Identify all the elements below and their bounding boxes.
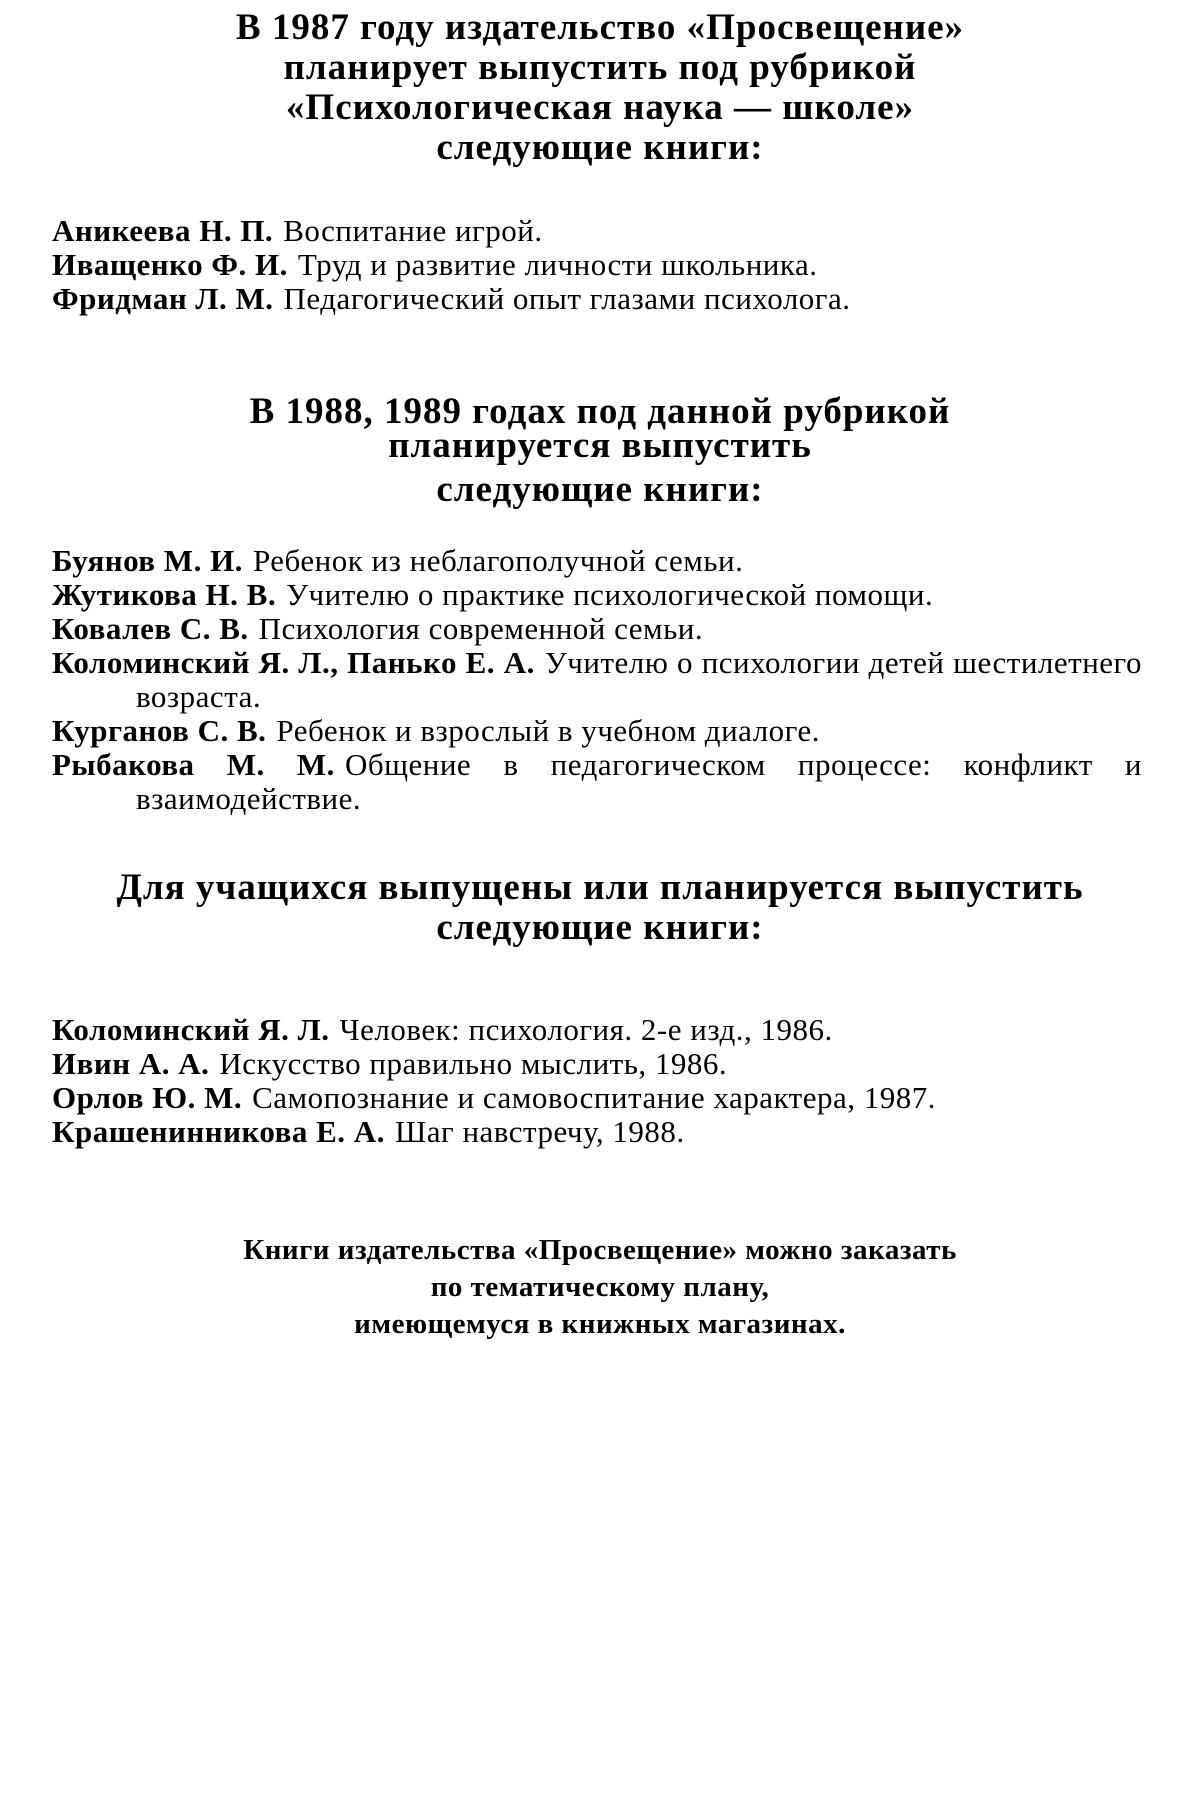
book-title: Психология современной семьи. xyxy=(258,611,704,646)
heading-line: Для учащихся выпущены или планируется выпустить xyxy=(116,867,1084,908)
book-title: Труд и развитие личности школьника. xyxy=(297,247,818,282)
book-author: Буянов М. И. xyxy=(52,543,243,578)
heading-line: планирует выпустить под рубрикой xyxy=(283,47,917,88)
book-title: Ребенок из неблагополучной семьи. xyxy=(252,543,744,578)
book-entry xyxy=(52,1013,1142,1047)
book-entry xyxy=(52,748,1142,816)
book-author: Коломинский Я. Л. xyxy=(52,1012,330,1047)
book-author: Крашенинникова Е. А. xyxy=(52,1114,385,1149)
book-title: Самопознание и самовоспитание характера, 1987. xyxy=(252,1080,936,1115)
heading-line: В 1988, 1989 годах под данной рубрикой xyxy=(249,391,951,432)
book-entry xyxy=(52,578,1142,612)
book-title: Общение в педагогическом процессе: конфликт и взаимодействие. xyxy=(136,747,1142,816)
book-entry xyxy=(52,1115,1142,1149)
book-author: Ивин А. А. xyxy=(52,1046,210,1081)
section-3-heading xyxy=(0,868,1200,948)
notice-line: имеющемуся в книжных магазинах. xyxy=(354,1308,846,1340)
book-author: Жутикова Н. В. xyxy=(52,577,277,612)
heading-line: В 1987 году издательство «Просвещение» xyxy=(235,7,965,48)
heading-line: следующие книги: xyxy=(436,907,764,948)
book-author: Орлов Ю. М. xyxy=(52,1080,243,1115)
ordering-notice xyxy=(0,1232,1200,1343)
section-2-book-list xyxy=(52,544,1142,816)
book-title: Ребенок и взрослый в учебном диалоге. xyxy=(276,713,820,748)
book-entry xyxy=(52,646,1142,714)
book-entry xyxy=(52,714,1142,748)
book-author: Ковалев С. В. xyxy=(52,611,249,646)
heading-line: планируется выпустить xyxy=(388,425,812,466)
notice-line: Книги издательства «Просвещение» можно заказать xyxy=(243,1234,957,1266)
section-3-book-list xyxy=(52,1013,1142,1149)
notice-line: по тематическому плану, xyxy=(430,1271,770,1303)
book-author: Рыбакова М. М. xyxy=(52,747,335,782)
book-entry xyxy=(52,612,1142,646)
book-author: Аникеева Н. П. xyxy=(52,213,274,248)
book-author: Коломинский Я. Л., Панько Е. А. xyxy=(52,645,535,680)
heading-line: следующие книги: xyxy=(436,469,764,510)
book-entry xyxy=(52,214,1142,248)
book-title: Воспитание игрой. xyxy=(283,213,543,248)
book-entry xyxy=(52,544,1142,578)
section-2-heading xyxy=(0,392,1200,510)
book-author: Фридман Л. М. xyxy=(52,281,274,316)
heading-line: следующие книги: xyxy=(436,127,764,168)
book-entry xyxy=(52,1081,1142,1115)
section-1-heading xyxy=(0,8,1200,168)
book-entry xyxy=(52,282,1142,316)
book-title: Учителю о психологии детей шестилетнего возраста. xyxy=(136,645,1142,714)
book-title: Педагогический опыт глазами психолога. xyxy=(283,281,851,316)
book-title: Шаг навстречу, 1988. xyxy=(394,1114,685,1149)
book-author: Курганов С. В. xyxy=(52,713,267,748)
book-author: Иващенко Ф. И. xyxy=(52,247,288,282)
book-title: Человек: психология. 2-е изд., 1986. xyxy=(339,1012,833,1047)
heading-line: «Психологическая наука — школе» xyxy=(285,87,915,128)
book-title: Искусство правильно мыслить, 1986. xyxy=(219,1046,728,1081)
book-entry xyxy=(52,1047,1142,1081)
book-title: Учителю о практике психологической помощи. xyxy=(286,577,934,612)
book-entry xyxy=(52,248,1142,282)
section-1-book-list xyxy=(52,214,1142,316)
